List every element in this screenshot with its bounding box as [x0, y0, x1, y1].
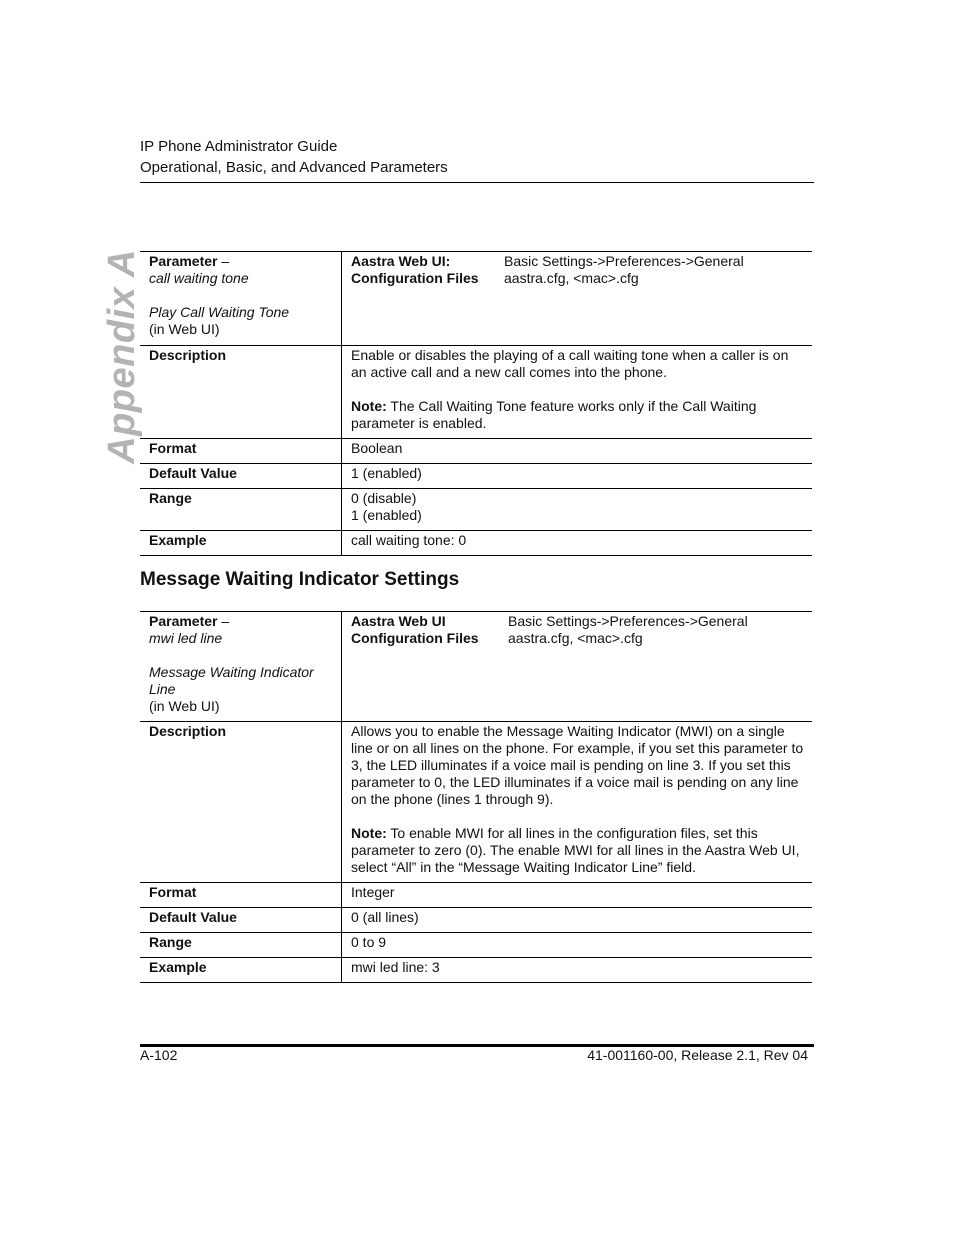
description-text: Enable or disables the playing of a call waiting tone when a caller is on an active call and a new call comes into the phone. [351, 347, 789, 380]
header-rule [140, 182, 814, 183]
config-files-value: aastra.cfg, <mac>.cfg [508, 630, 643, 646]
table-row [140, 252, 812, 346]
table-row [140, 439, 812, 464]
webui-note: (in Web UI) [149, 321, 220, 337]
default-value-label: Default Value [140, 464, 342, 489]
page-header [140, 136, 814, 178]
range-cell [342, 489, 813, 531]
description-cell [342, 722, 813, 883]
webui-field-name-line1: Message Waiting Indicator [149, 664, 314, 680]
parameter-label: Parameter [149, 253, 218, 269]
range-value-line1: 0 (disable) [351, 490, 417, 506]
description-label: Description [140, 346, 342, 439]
description-label: Description [140, 722, 342, 883]
parameter-label: Parameter [149, 613, 218, 629]
location-cell [342, 252, 813, 346]
parameter-name: call waiting tone [149, 270, 249, 286]
table-row [140, 908, 812, 933]
example-label: Example [140, 958, 342, 983]
table-row [140, 464, 812, 489]
range-value: 0 to 9 [342, 933, 813, 958]
range-value-line2: 1 (enabled) [351, 507, 422, 523]
example-value: call waiting tone: 0 [342, 531, 813, 556]
default-value: 1 (enabled) [342, 464, 813, 489]
config-files-value: aastra.cfg, <mac>.cfg [504, 270, 639, 286]
example-label: Example [140, 531, 342, 556]
parameter-cell [140, 252, 342, 346]
aastra-webui-path: Basic Settings->Preferences->General [508, 613, 748, 629]
parameter-cell [140, 612, 342, 722]
appendix-side-tab [100, 248, 143, 464]
range-label: Range [140, 933, 342, 958]
description-text: Allows you to enable the Message Waiting Indicator (MWI) on a single line or on all lines on the phone. For example, if you set this parameter to 3, the LED illuminates if a voice mail is pending on line 3. If you set this parameter to 0, the LED illuminates if a voice mail is pending on any line on the phone (lines 1 through 9). [351, 723, 804, 807]
table-row [140, 489, 812, 531]
table-row [140, 346, 812, 439]
aastra-webui-label: Aastra Web UI: [351, 253, 451, 269]
header-chapter-title: Operational, Basic, and Advanced Parameters [140, 159, 448, 176]
note-label: Note: [351, 825, 387, 841]
webui-field-name-line2: Line [149, 681, 176, 697]
format-value: Boolean [342, 439, 813, 464]
config-files-label: Configuration Files [351, 270, 479, 286]
note-text: To enable MWI for all lines in the configuration files, set this parameter to zero (0). The enable MWI for all lines in the Aastra Web UI, select “All” in the “Message Waiting Indicator Line” field. [351, 825, 800, 875]
parameter-dash: – [217, 253, 230, 269]
default-value-label: Default Value [140, 908, 342, 933]
parameter-dash: – [217, 613, 230, 629]
description-cell [342, 346, 813, 439]
page-number: A-102 [140, 1047, 178, 1063]
format-label: Format [140, 439, 342, 464]
location-cell [342, 612, 813, 722]
table-row [140, 958, 812, 983]
table-row [140, 531, 812, 556]
example-value: mwi led line: 3 [342, 958, 813, 983]
webui-field-name: Play Call Waiting Tone [149, 304, 290, 320]
table-row [140, 933, 812, 958]
format-value: Integer [342, 883, 813, 908]
aastra-webui-label: Aastra Web UI [351, 613, 446, 629]
default-value: 0 (all lines) [342, 908, 813, 933]
header-guide-title: IP Phone Administrator Guide [140, 138, 338, 155]
config-files-label: Configuration Files [351, 630, 479, 646]
parameter-name: mwi led line [149, 630, 223, 646]
mwi-led-line-table [140, 611, 812, 983]
table-row [140, 612, 812, 722]
table-row [140, 883, 812, 908]
range-label: Range [140, 489, 342, 531]
description-note [351, 398, 804, 432]
call-waiting-tone-table [140, 251, 812, 556]
document-id: 41-001160-00, Release 2.1, Rev 04 [587, 1047, 808, 1063]
appendix-side-tab-label: Appendix A [100, 248, 143, 464]
aastra-webui-path: Basic Settings->Preferences->General [504, 253, 744, 269]
note-label: Note: [351, 398, 387, 414]
description-note [351, 825, 804, 876]
note-text: The Call Waiting Tone feature works only if the Call Waiting parameter is enabled. [351, 398, 757, 431]
format-label: Format [140, 883, 342, 908]
webui-note: (in Web UI) [149, 698, 220, 714]
table-row [140, 722, 812, 883]
section-title: Message Waiting Indicator Settings [140, 569, 460, 590]
